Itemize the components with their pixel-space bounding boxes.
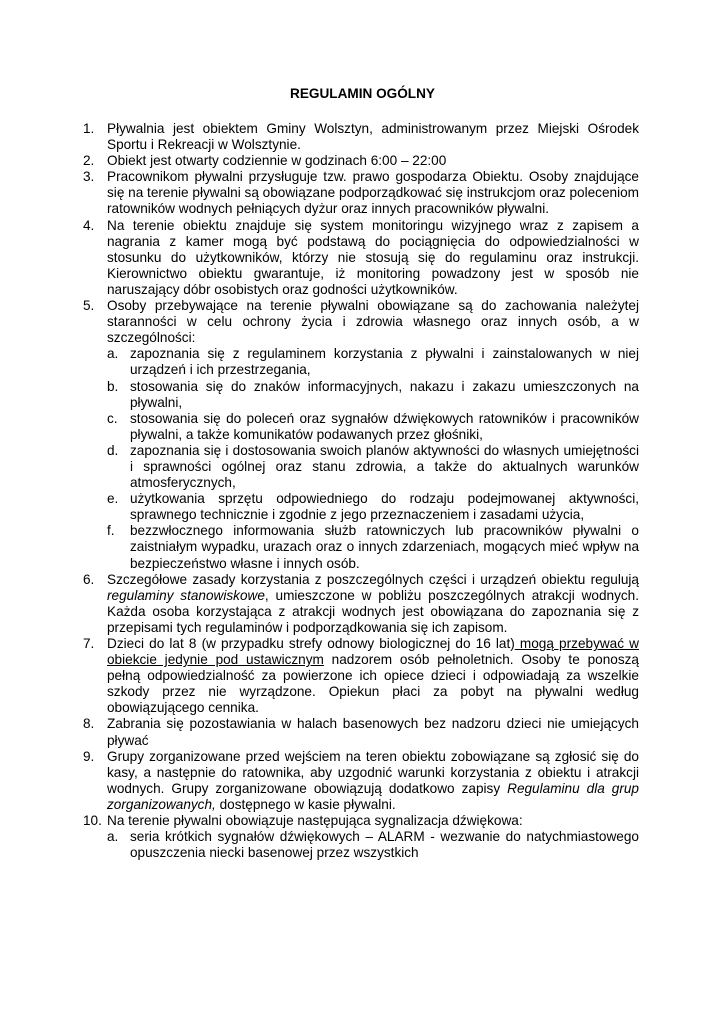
rule-text: Zabrania się pozostawiania w halach basenowych bez nadzoru dzieci nie umiejących pływać — [107, 716, 639, 748]
rule-item-6 — [83, 572, 639, 636]
rule-text-part: dostępnego w kasie pływalni. — [215, 796, 396, 812]
rule-text-part: , umieszczone w pobliżu poszczególnych atrakcji wodnych. Każda osoba korzystająca z atrakcji wodnych jest obowiązana do zapoznania się z przepisami tych regulaminów i podporządkowania się ich zapisom. — [107, 587, 639, 635]
rule-item-4 — [83, 218, 639, 298]
rule-text: Pływalnia jest obiektem Gminy Wolsztyn, administrowanym przez Miejski Ośrodek Sportu i Rekreacji w Wolsztynie. — [107, 121, 639, 153]
rule-item-9 — [83, 749, 639, 813]
rule-item-10 — [83, 813, 639, 861]
sub-letter: e. — [107, 491, 119, 507]
rule-text-part: nadzorem osób pełnoletnich. Osoby te ponoszą pełną odpowiedzialność za powierzone ich opiece dzieci i odpowiadają za wszelkie szkody przez nie wyrządzone. Opiekun płaci za pobyt na pływalni według obowiązującego cennika. — [107, 652, 639, 716]
sub-letter: a. — [107, 346, 119, 362]
rule-text: Osoby przebywające na terenie pływalni obowiązane są do zachowania należytej staranności w celu ochrony życia i zdrowia własnego oraz innych osób, a w szczególności: — [107, 298, 639, 346]
rule-text — [107, 636, 639, 716]
sub-list — [107, 829, 639, 861]
rule-number: 3. — [83, 169, 95, 185]
sub-item-a — [107, 829, 639, 861]
sub-item-d — [107, 443, 639, 491]
rule-number: 4. — [83, 217, 95, 233]
sub-item-b — [107, 379, 639, 411]
rule-number: 9. — [83, 748, 95, 764]
rule-text-part: Dzieci do lat 8 (w przypadku strefy odnowy biologicznej do 16 lat) — [107, 636, 515, 651]
sub-item-f — [107, 523, 639, 571]
sub-text: seria krótkich sygnałów dźwiękowych – ALARM - wezwanie do natychmiastowego opuszczenia niecki basenowej przez wszystkich — [130, 829, 639, 861]
rule-item-3 — [83, 169, 639, 217]
sub-list — [107, 346, 639, 571]
rule-number: 7. — [83, 636, 95, 651]
rule-text-underlined: mogą przebywać w obiekcie jedynie pod ustawicznym — [107, 636, 639, 668]
rule-item-2 — [83, 153, 639, 169]
sub-letter: a. — [107, 829, 119, 845]
rules-list — [83, 121, 639, 861]
sub-letter: b. — [107, 378, 119, 394]
sub-item-a — [107, 346, 639, 378]
rule-text-part: Szczegółowe zasady korzystania z poszczególnych części i urządzeń obiektu regulują — [107, 571, 639, 587]
sub-letter: c. — [107, 410, 118, 426]
sub-text: zapoznania się i dostosowania swoich planów aktywności do własnych umiejętności i sprawności ogólnej oraz stanu zdrowia, a także do aktualnych warunków atmosferycznych, — [130, 442, 639, 491]
rule-number: 2. — [83, 153, 95, 169]
rule-number: 6. — [83, 571, 95, 587]
rule-text — [107, 749, 639, 813]
rule-text: Na terenie obiektu znajduje się system monitoringu wizyjnego wraz z zapisem a nagrania z kamer mogą być podstawą do pociągnięcia do odpowiedzialności w stosunku do użytkowników, którzy nie stosują się do regulaminu oraz instrukcji. Kierownictwo obiektu gwarantuje, iż monitoring powadzony jest w sposób nie naruszający dóbr osobistych oraz godności użytkowników. — [107, 217, 639, 297]
sub-item-e — [107, 491, 639, 523]
document-title: REGULAMIN OGÓLNY — [290, 86, 435, 101]
rule-text-italic: regulaminy stanowiskowe — [107, 587, 265, 603]
rule-item-5 — [83, 298, 639, 572]
rule-text: Obiekt jest otwarty codziennie w godzinach 6:00 – 22:00 — [107, 153, 447, 169]
rule-number: 10. — [83, 813, 102, 829]
sub-item-c — [107, 411, 639, 443]
sub-text: bezzwłocznego informowania służb ratowniczych lub pracowników pływalni o zaistniałym wypadku, urazach oraz o innych zdarzeniach, mogących mieć wpływ na bezpieczeństwo własne i innych osób. — [130, 523, 639, 571]
rule-text-part: Grupy zorganizowane przed wejściem na teren obiektu zobowiązane są zgłosić się do kasy, a następnie do ratownika, aby uzgodnić warunki korzystania z obiektu i atrakcji wodnych. Grupy zorganizowane obowiązują dodatkowo zapisy — [107, 748, 639, 796]
rule-number: 1. — [83, 121, 95, 136]
sub-letter: d. — [107, 442, 119, 458]
rule-number: 8. — [83, 716, 95, 732]
rule-text: Na terenie pływalni obowiązuje następująca sygnalizacja dźwiękowa: — [107, 813, 523, 829]
rule-item-8 — [83, 716, 639, 748]
sub-text: stosowania się do znaków informacyjnych, nakazu i zakazu umieszczonych na pływalni, — [130, 378, 639, 410]
sub-text: stosowania się do poleceń oraz sygnałów dźwiękowych ratowników i pracowników pływalni, a także komunikatów podawanych przez głośniki, — [130, 410, 639, 442]
rule-item-7 — [83, 636, 639, 716]
sub-letter: f. — [107, 523, 115, 539]
rule-text — [107, 572, 639, 636]
rule-text-italic: Regulaminu dla grup zorganizowanych, — [107, 780, 639, 812]
rule-item-1 — [83, 121, 639, 153]
sub-text: użytkowania sprzętu odpowiedniego do rodzaju podejmowanej aktywności, sprawnego technicznie i zgodnie z jego przeznaczeniem i zasadami użycia, — [130, 491, 639, 523]
rule-text: Pracownikom pływalni przysługuje tzw. prawo gospodarza Obiektu. Osoby znajdujące się na terenie pływalni są obowiązane podporządkować się instrukcjom oraz poleceniom ratowników wodnych pełniących dyżur oraz innych pracowników pływalni. — [107, 169, 639, 217]
rule-number: 5. — [83, 298, 95, 314]
sub-text: zapoznania się z regulaminem korzystania z pływalni i zainstalowanych w niej urządzeń i ich przestrzegania, — [130, 346, 639, 378]
